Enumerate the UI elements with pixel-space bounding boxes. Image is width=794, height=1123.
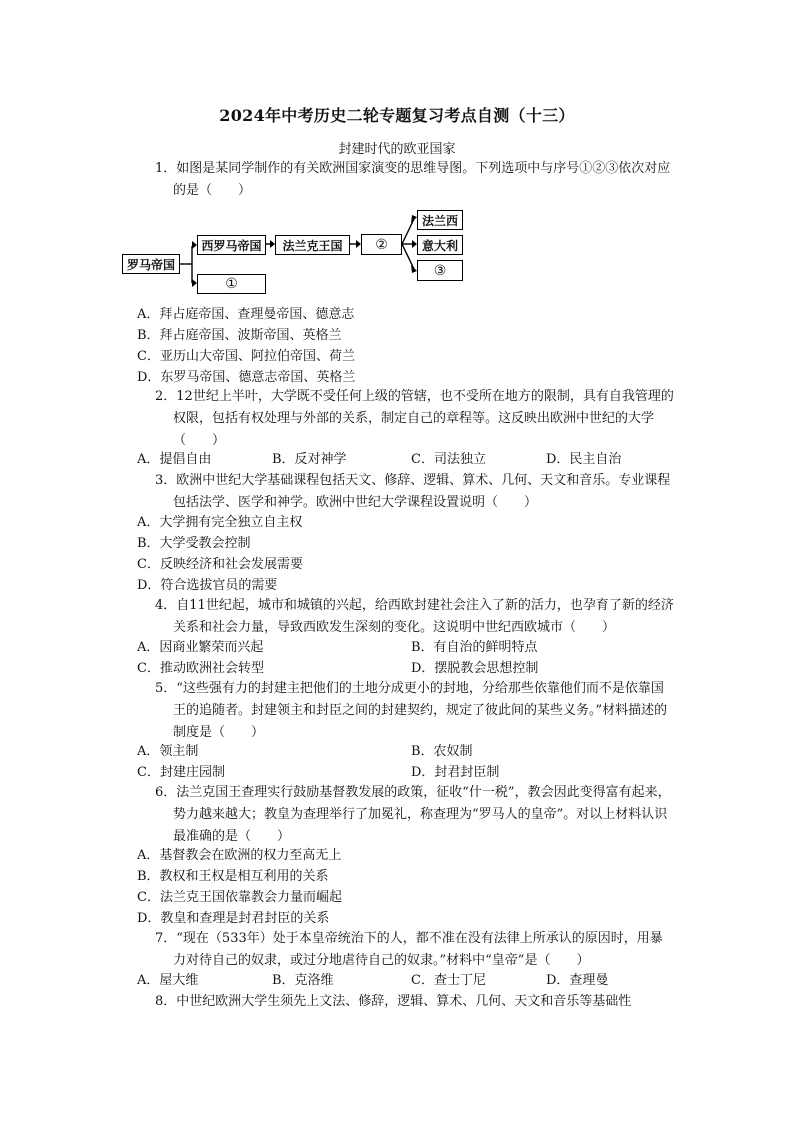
q4-option-c: C．推动欧洲社会转型 <box>137 661 264 676</box>
q3-option-c: C．反映经济和社会发展需要 <box>137 557 303 572</box>
q3-option-b: B．大学受教会控制 <box>137 536 251 551</box>
q3-option-d: D．符合选拔官员的需要 <box>137 578 278 593</box>
box-western-roman-empire: 西罗马帝国 <box>197 235 266 255</box>
question-4-stem: 4．自11世纪起，城市和城镇的兴起，给西欧封建社会注入了新的活力，也孕育了新的经济关系和社会力量，导致西欧发生深刻的变化。这说明中世纪西欧城市（ ） <box>155 598 674 635</box>
q5-option-b: B．农奴制 <box>411 744 473 759</box>
box-italy: 意大利 <box>417 235 463 255</box>
question-6-stem: 6．法兰克国王查理实行鼓励基督教发展的政策，征收“什一税”，教会因此变得富有起来，势力越来越大；教皇为查理举行了加冕礼，称查理为“罗马人的皇帝”。对以上材料认识最准确的是（ ） <box>155 785 671 844</box>
q7-option-b: B．克洛维 <box>272 973 334 988</box>
box-blank-3: ③ <box>417 260 463 281</box>
q7-option-a: A．屋大维 <box>137 973 199 988</box>
box-blank-2: ② <box>361 234 402 255</box>
q7-option-c: C．查士丁尼 <box>411 973 486 988</box>
q2-option-c: C．司法独立 <box>411 452 486 467</box>
question-8-stem: 8．中世纪欧洲大学生须先上文法、修辞，逻辑、算术、几何、天文和音乐等基础性 <box>155 994 632 1009</box>
question-1-stem: 1．如图是某同学制作的有关欧洲国家演变的思维导图。下列选项中与序号①②③依次对应的是（ ） <box>155 161 671 198</box>
question-2-stem: 2．12世纪上半叶，大学既不受任何上级的管辖，也不受所在地方的限制，具有自我管理的权限，包括有权处理与外部的关系，制定自己的章程等。这反映出欧洲中世纪的大学（ ） <box>155 389 674 448</box>
question-5-stem: 5．“这些强有力的封建主把他们的土地分成更小的封地，分给那些依靠他们而不是依靠国王的追随者。封建领主和封臣之间的封建契约，规定了彼此间的某些义务。”材料描述的制度是（ ） <box>155 681 668 740</box>
box-roman-empire: 罗马帝国 <box>122 254 180 274</box>
page-subtitle: 封建时代的欧亚国家 <box>338 142 456 157</box>
q6-option-c: C．法兰克王国依靠教会力量而崛起 <box>137 890 342 905</box>
q5-option-a: A．领主制 <box>137 744 199 759</box>
q4-option-d: D．摆脱教会思想控制 <box>411 661 539 676</box>
q3-option-a: A．大学拥有完全独立自主权 <box>137 515 303 530</box>
q4-option-b: B．有自治的鲜明特点 <box>411 640 538 655</box>
q2-option-a: A．提倡自由 <box>137 452 212 467</box>
q6-option-d: D．教皇和查理是封君封臣的关系 <box>137 911 330 926</box>
box-blank-1: ① <box>197 274 266 294</box>
q6-option-b: B．教权和王权是相互利用的关系 <box>137 869 329 884</box>
q5-option-c: C．封建庄园制 <box>137 765 225 780</box>
question-7-stem: 7．“现在（533年）处于本皇帝统治下的人，都不准在没有法律上所承认的原因时，用暴力对待自己的奴隶，或过分地虐待自己的奴隶。”材料中“皇帝”是（ ） <box>155 931 663 968</box>
box-france: 法兰西 <box>417 210 463 230</box>
box-frankish-kingdom: 法兰克王国 <box>275 235 350 255</box>
q1-option-c: C．亚历山大帝国、阿拉伯帝国、荷兰 <box>137 349 355 364</box>
q1-option-a: A．拜占庭帝国、查理曼帝国、德意志 <box>137 307 355 322</box>
q4-option-a: A．因商业繁荣而兴起 <box>137 640 264 655</box>
q6-option-a: A．基督教会在欧洲的权力至高无上 <box>137 848 342 863</box>
q2-option-b: B．反对神学 <box>272 452 347 467</box>
q2-option-d: D．民主自治 <box>546 452 622 467</box>
question-3-stem: 3．欧洲中世纪大学基础课程包括天文、修辞、逻辑、算术、几何、天文和音乐。专业课程包括法学、医学和神学。欧洲中世纪大学课程设置说明（ ） <box>155 473 671 510</box>
q7-option-d: D．查理曼 <box>546 973 609 988</box>
page-title: 2024年中考历史二轮专题复习考点自测（十三） <box>219 106 575 125</box>
q1-option-d: D．东罗马帝国、德意志帝国、英格兰 <box>137 370 356 385</box>
q1-option-b: B．拜占庭帝国、波斯帝国、英格兰 <box>137 328 342 343</box>
q5-option-d: D．封君封臣制 <box>411 765 500 780</box>
